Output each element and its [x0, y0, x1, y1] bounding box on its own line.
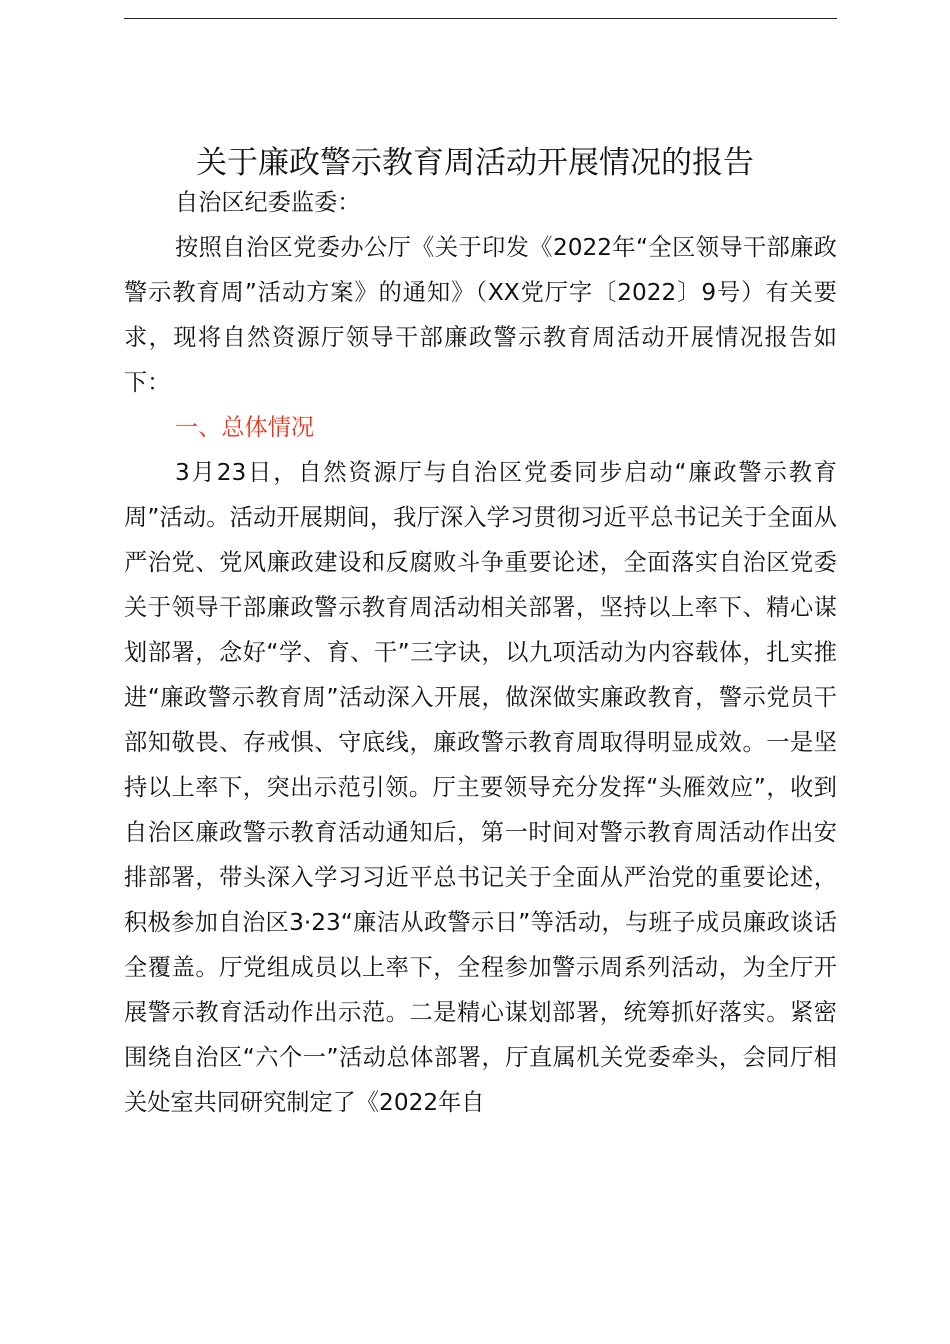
document-title: 关于廉政警示教育周活动开展情况的报告	[196, 145, 754, 181]
top-rule	[124, 18, 837, 19]
document-body	[124, 180, 837, 1125]
salutation: 自治区纪委监委：	[175, 189, 361, 216]
intro-paragraph: 按照自治区党委办公厅《关于印发《2022年“全区领导干部廉政警示教育周”活动方案》的通知》（XX党厅字〔2022〕9号）有关要求，现将自然资源厅领导干部廉政警示教育周活动开展情况报告如下：	[124, 234, 837, 396]
section-body-paragraph: 3月23日，自然资源厅与自治区党委同步启动“廉政警示教育周”活动。活动开展期间，我厅深入学习贯彻习近平总书记关于全面从严治党、党风廉政建设和反腐败斗争重要论述，全面落实自治区党委关于领导干部廉政警示教育周活动相关部署，坚持以上率下、精心谋划部署，念好“学、育、干”三字诀，以九项活动为内容载体，扎实推进“廉政警示教育周”活动深入开展，做深做实廉政教育，警示党员干部知敬畏、存戒惧、守底线，廉政警示教育周取得明显成效。一是坚持以上率下，突出示范引领。厅主要领导充分发挥“头雁效应”，收到自治区廉政警示教育活动通知后，第一时间对警示教育周活动作出安排部署，带头深入学习习近平总书记关于全面从严治党的重要论述，积极参加自治区3·23“廉洁从政警示日”等活动，与班子成员廉政谈话全覆盖。厅党组成员以上率下，全程参加警示周系列活动，为全厅开展警示教育活动作出示范。二是精心谋划部署，统筹抓好落实。紧密围绕自治区“六个一”活动总体部署，厅直属机关党委牵头，会同厅相关处室共同研究制定了《2022年自	[124, 459, 837, 1116]
section-heading: 一、总体情况	[175, 414, 315, 441]
